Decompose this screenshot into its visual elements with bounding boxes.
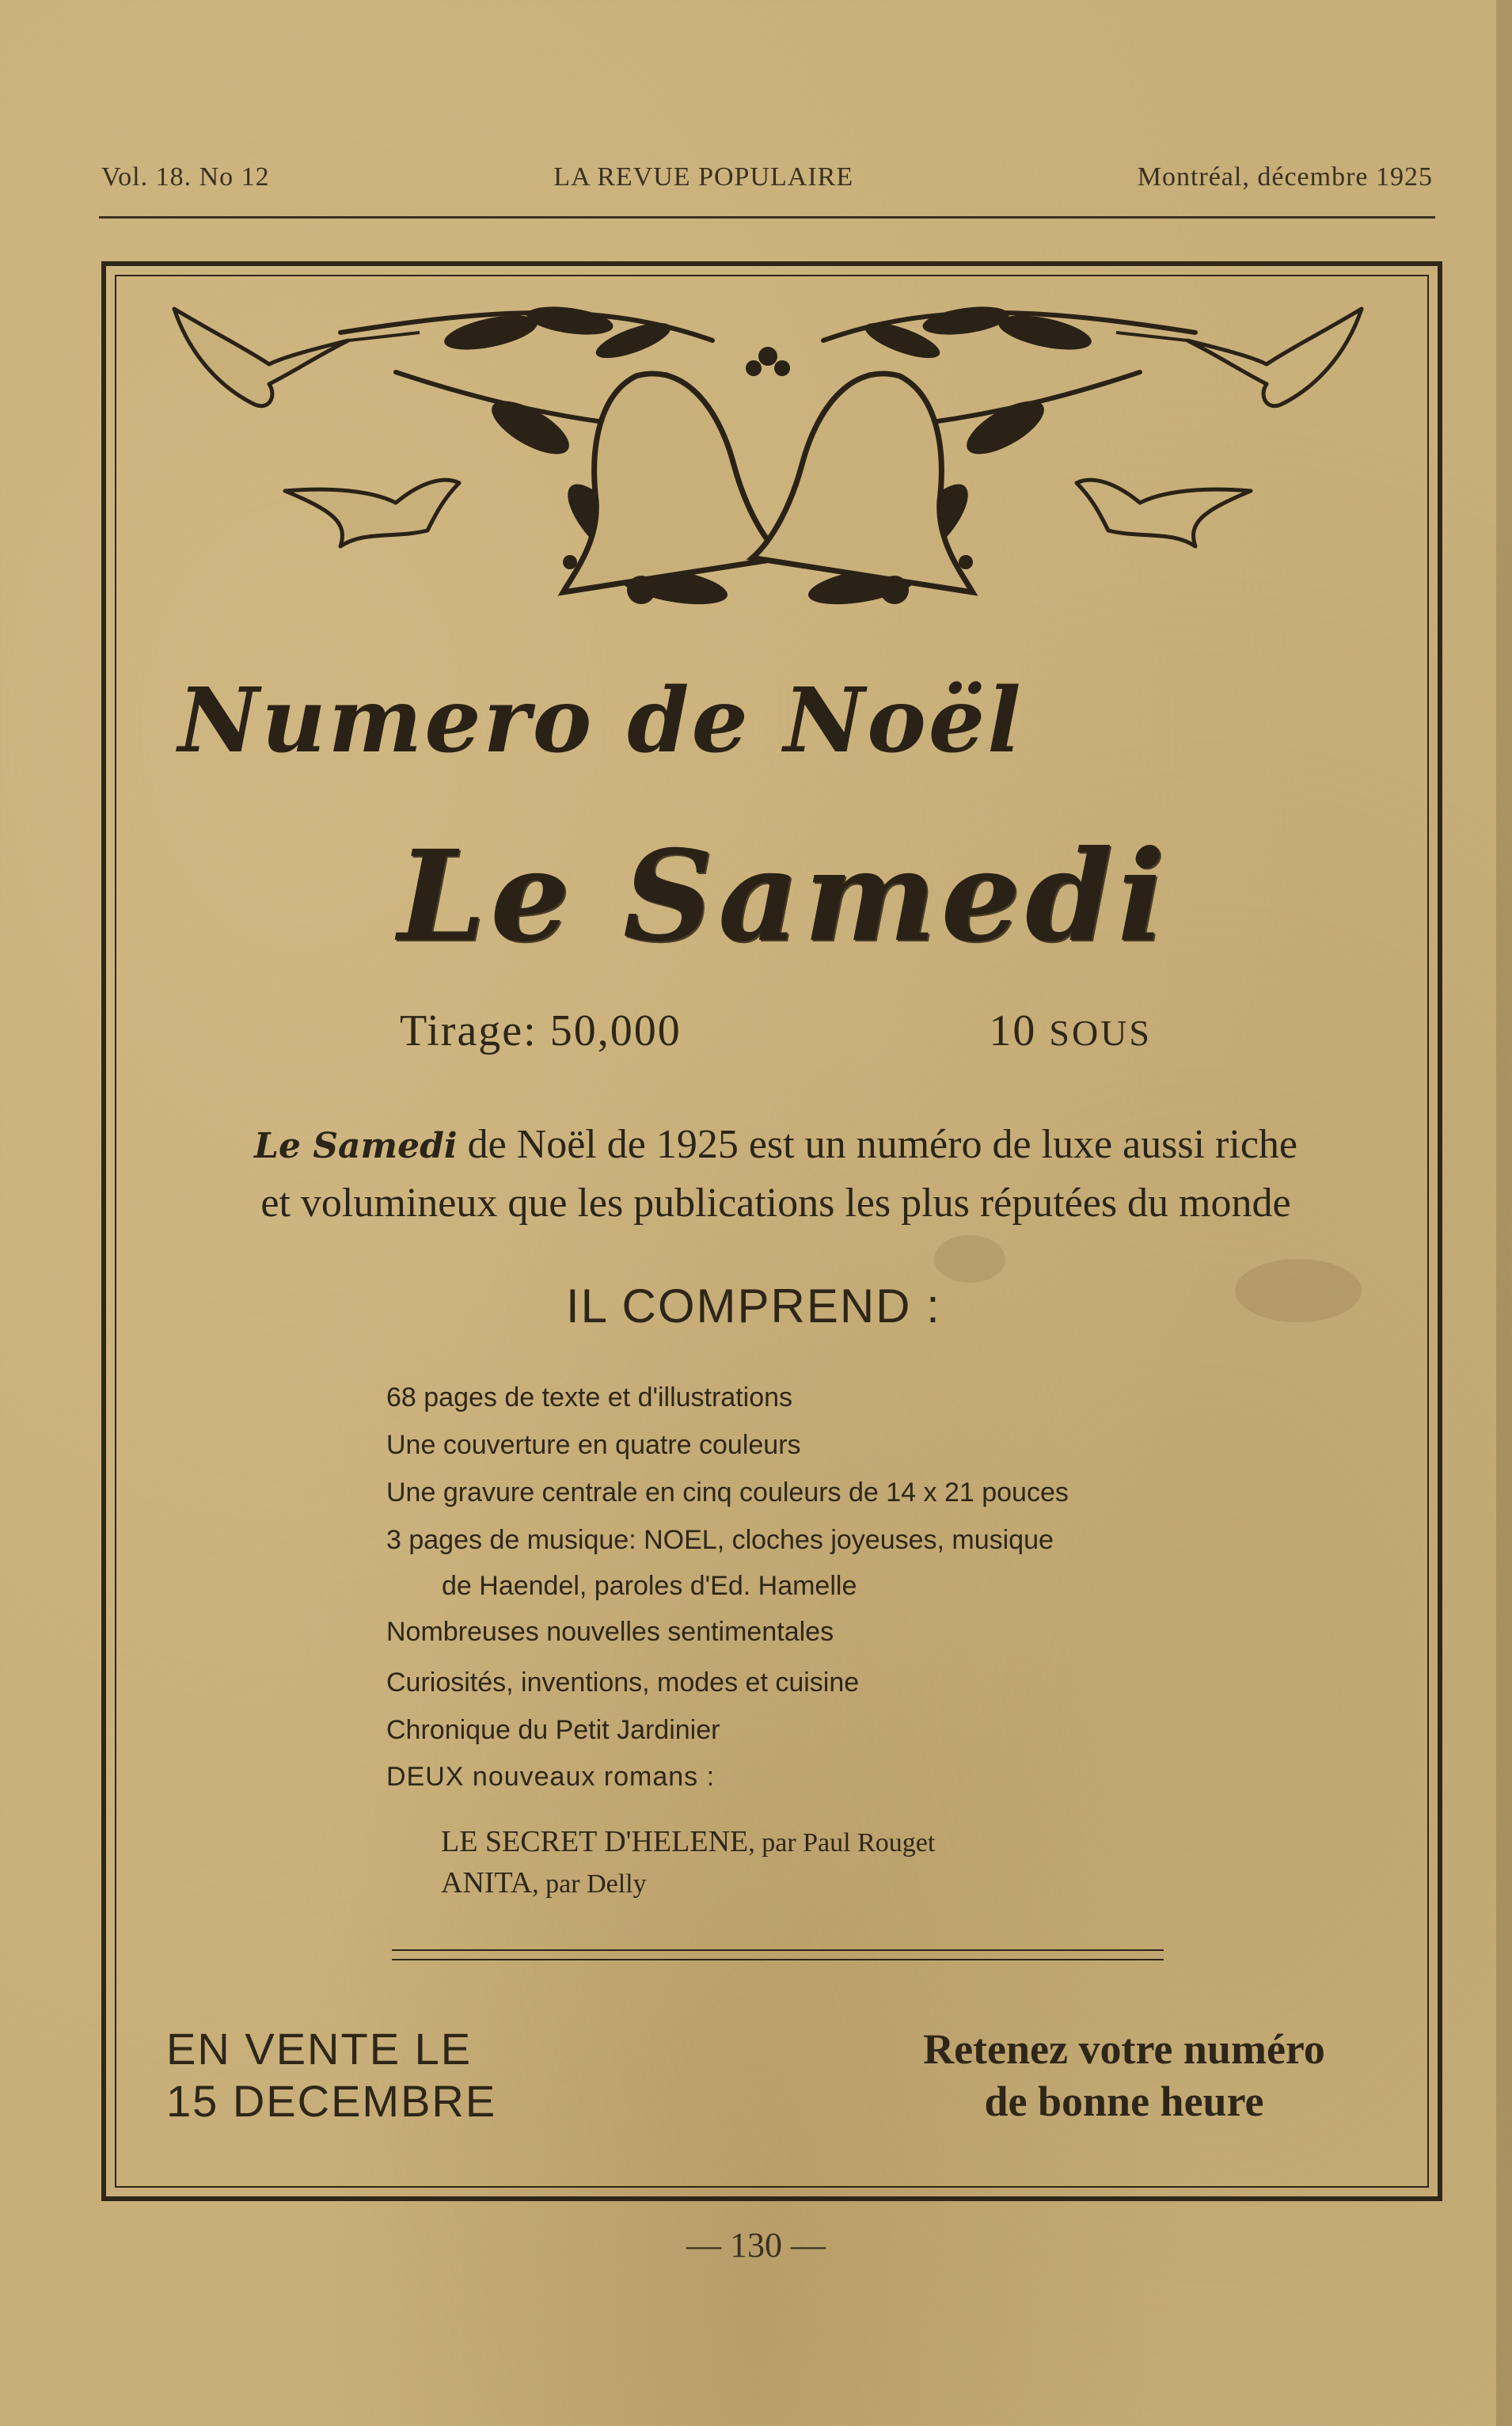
novel-item: [441, 1821, 935, 1862]
reserve-notice: [871, 2023, 1377, 2128]
double-rule-bottom: [392, 1959, 1164, 1960]
christmas-bells-and-doves-ornament: [158, 285, 1377, 633]
intro-paragraph: [158, 1116, 1393, 1232]
price: [989, 1006, 1152, 1056]
deux-romans-heading: DEUX nouveaux romans :: [386, 1762, 716, 1792]
novel-author: , par Paul Rouget: [748, 1828, 936, 1858]
masthead-le-samedi: Le Samedi: [397, 823, 1170, 970]
page-edge-shadow: [1496, 0, 1512, 2426]
headline-numero-de-noel: Numero de Noël: [178, 669, 1024, 773]
running-head: [101, 162, 1433, 210]
novel-title: LE SECRET D'HELENE: [441, 1825, 749, 1858]
intro-brand: Le Samedi: [254, 1126, 458, 1166]
list-item: Curiosités, inventions, modes et cuisine: [386, 1667, 860, 1698]
list-item: 68 pages de texte et d'illustrations: [386, 1382, 793, 1413]
list-item: Chronique du Petit Jardinier: [386, 1715, 720, 1745]
il-comprend-heading: IL COMPREND :: [566, 1280, 941, 1333]
list-item: Nombreuses nouvelles sentimentales: [386, 1617, 834, 1647]
list-item: Une gravure centrale en cinq couleurs de 14 x 21 pouces: [386, 1477, 1069, 1508]
novel-item: [441, 1862, 935, 1903]
reserve-line-1: Retenez votre numéro: [923, 2025, 1325, 2073]
double-rule-top: [392, 1949, 1164, 1951]
intro-line-2: et volumineux que les publications les plus réputées du monde: [260, 1181, 1291, 1226]
on-sale-date: [166, 2023, 496, 2128]
on-sale-line-2: 15 DECEMBRE: [166, 2076, 497, 2126]
list-item: 3 pages de musique: NOEL, cloches joyeuses, musique: [386, 1525, 1054, 1555]
intro-text: de Noël de 1925 est un numéro de luxe aussi riche: [467, 1122, 1297, 1167]
header-rule: [99, 216, 1435, 219]
circulation-and-price: [400, 1006, 1152, 1069]
price-unit: SOUS: [1049, 1013, 1152, 1053]
page-number: — 130 —: [686, 2226, 826, 2264]
novel-title: ANITA: [441, 1866, 533, 1899]
magazine-title: LA REVUE POPULAIRE: [553, 162, 854, 192]
novels-list: [441, 1821, 935, 1903]
list-item: Une couverture en quatre couleurs: [386, 1430, 801, 1460]
reserve-line-2: de bonne heure: [984, 2078, 1264, 2125]
on-sale-line-1: EN VENTE LE: [166, 2024, 473, 2074]
circulation: Tirage: 50,000: [400, 1006, 682, 1055]
issue-date: Montréal, décembre 1925: [1137, 162, 1433, 192]
novel-author: , par Delly: [532, 1869, 647, 1899]
intro-line-1: [158, 1116, 1393, 1175]
contents-list: [386, 1374, 1257, 1754]
volume-number: Vol. 18. No 12: [101, 162, 270, 192]
price-number: 10: [989, 1006, 1037, 1055]
list-item-continuation: de Haendel, paroles d'Ed. Hamelle: [442, 1571, 857, 1601]
